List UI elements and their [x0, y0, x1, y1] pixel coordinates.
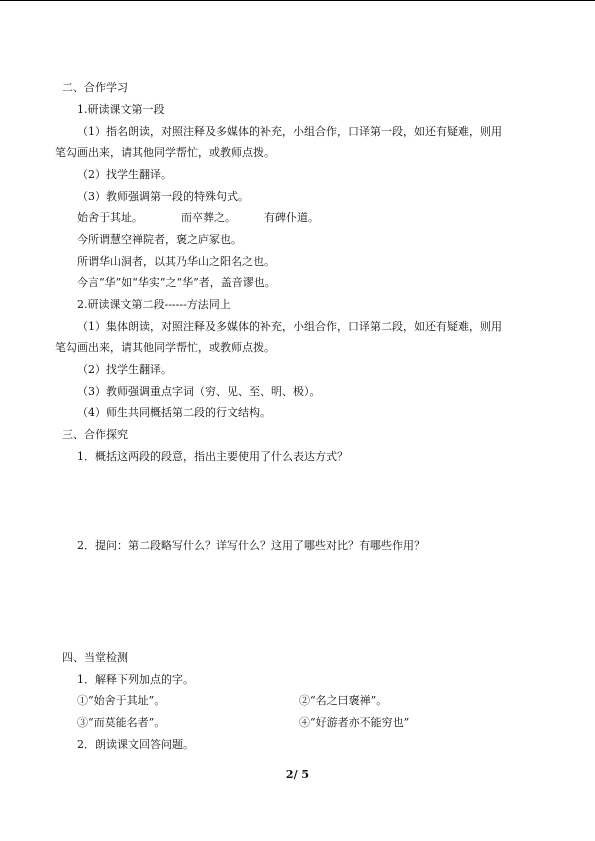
explain-item: ④“好游者亦不能穷也”: [299, 716, 410, 729]
example-sentence: 而卒葬之。: [181, 211, 236, 224]
instruction-line: （2）找学生翻译。: [77, 363, 172, 376]
question-explain-words: 1．解释下列加点的字。: [77, 673, 194, 686]
example-sentence: 有碑仆道。: [264, 211, 319, 224]
section-heading-classroom-check: 四、当堂检测: [62, 651, 128, 664]
instruction-line: 笔勾画出来，请其他同学帮忙，或教师点拨。: [55, 341, 275, 354]
explain-item: ②“名之曰褒禅”。: [299, 694, 388, 707]
instruction-line: （3）教师强调重点字词（穷、见、至、明、极）。: [77, 385, 321, 398]
question-2: 2．提问：第二段略写什么？详写什么？这用了哪些对比？有哪些作用？: [77, 539, 425, 552]
question-1: 1．概括这两段的段意，指出主要使用了什么表达方式？: [77, 450, 348, 463]
example-sentence: 始舍于其址。: [77, 211, 143, 224]
example-sentence: 今所谓慧空禅院者，褒之庐冢也。: [77, 233, 242, 246]
subsection-title-paragraph-two: 2.研读课文第二段------方法同上: [77, 298, 231, 311]
explain-item: ①“始舍于其址”。: [77, 694, 166, 707]
instruction-line: （1）集体朗读，对照注释及多媒体的补充，小组合作，口译第二段，如还有疑难，则用: [77, 320, 502, 333]
instruction-line: （1）指名朗读，对照注释及多媒体的补充，小组合作，口译第一段，如还有疑难，则用: [77, 125, 502, 138]
subsection-title-paragraph-one: 1.研读课文第一段: [77, 103, 165, 116]
question-read-and-answer: 2．朗读课文回答问题。: [77, 738, 194, 751]
explain-item: ③“而莫能名者”。: [77, 716, 166, 729]
example-sentence: 所谓华山洞者，以其乃华山之阳名之也。: [77, 255, 275, 268]
instruction-line: （4）师生共同概括第二段的行文结构。: [77, 406, 271, 419]
instruction-line: 笔勾画出来，请其他同学帮忙，或教师点拨。: [55, 146, 275, 159]
example-sentence: 今言“华”如“华实”之“华”者，盖音谬也。: [77, 276, 276, 289]
section-heading-cooperative-learning: 二、合作学习: [62, 81, 128, 94]
instruction-line: （3）教师强调第一段的特殊句式。: [77, 190, 249, 203]
page-number: 2/ 5: [285, 768, 310, 781]
instruction-line: （2）找学生翻译。: [77, 168, 172, 181]
section-heading-cooperative-inquiry: 三、合作探究: [62, 428, 128, 441]
top-border: [0, 0, 595, 1]
